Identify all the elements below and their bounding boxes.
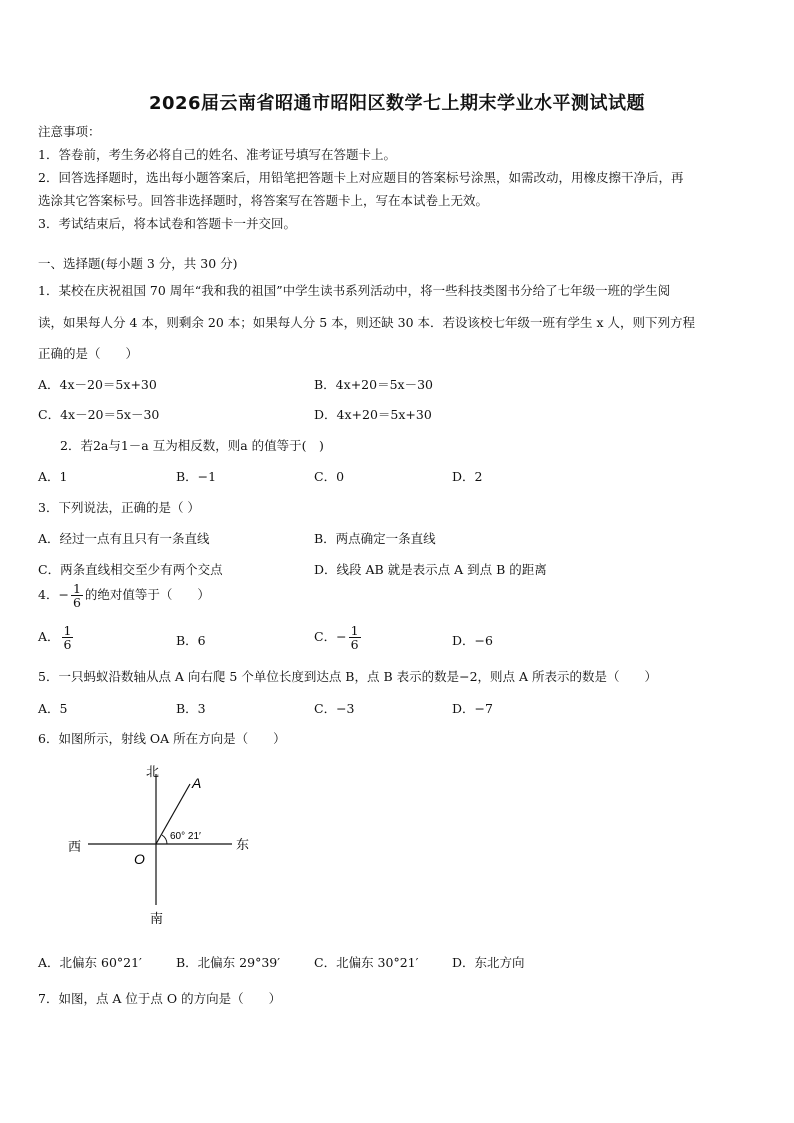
q5-stem: 5．一只蚂蚁沿数轴从点 A 向右爬 5 个单位长度到达点 B，点 B 表示的数是−2，则点 A 所表示的数是（ ）: [38, 669, 658, 684]
q2-option-c: C．0: [314, 469, 345, 484]
label-west: 西: [68, 840, 82, 855]
q4-fraction: [71, 582, 83, 609]
q1-option-d: D．4x+20＝5x+30: [314, 407, 432, 422]
q4-option-c-denominator: 6: [350, 637, 359, 653]
q1-stem-line2: 读，如果每人分 4 本，则剩余 20 本；如果每人分 5 本，则还缺 30 本．若设该校七年级一班有学生 x 人，则下列方程: [38, 315, 696, 330]
label-east: 东: [236, 838, 250, 853]
q1-option-c: C．4x－20＝5x－30: [38, 407, 160, 422]
q6-option-d: D．东北方向: [452, 955, 525, 970]
notice-item-1: 1．答卷前，考生务必将自己的姓名、准考证号填写在答题卡上。: [38, 147, 396, 162]
q4-option-a-denominator: 6: [63, 637, 72, 653]
q4-option-c-sign: −: [336, 629, 347, 645]
q1-option-b: B．4x+20＝5x－30: [314, 377, 433, 392]
q2-stem: 2．若2a与1－a 互为相反数，则a 的值等于( ): [60, 438, 324, 453]
q4-option-a-numerator: 1: [63, 623, 72, 638]
q4-stem-tail: 的绝对值等于（ ）: [84, 587, 210, 603]
q5-option-a: A．5: [38, 701, 68, 716]
q4-sign: −: [58, 587, 69, 603]
angle-label: 60° 21′: [170, 831, 201, 842]
q5-option-c: C．−3: [314, 701, 355, 716]
q6-option-a: A．北偏东 60°21′: [38, 955, 142, 970]
q4-option-c-label: C．: [314, 629, 337, 645]
q3-option-d: D．线段 AB 就是表示点 A 到点 B 的距离: [314, 562, 547, 577]
q4-fraction-numerator: 1: [72, 581, 81, 596]
q2-option-b: B．−1: [176, 469, 217, 484]
q3-option-c: C．两条直线相交至少有两个交点: [38, 562, 223, 577]
q4-option-b: B．6: [176, 633, 206, 648]
q6-option-b: B．北偏东 29°39′: [176, 955, 281, 970]
q2-option-d: D．2: [452, 469, 483, 484]
page-title: 2026届云南省昭通市昭阳区数学七上期末学业水平测试试题: [148, 93, 646, 114]
q7-stem: 7．如图，点 A 位于点 O 的方向是（ ）: [38, 991, 282, 1006]
q4-option-c: [314, 624, 363, 651]
q3-option-a: A．经过一点有且只有一条直线: [38, 531, 210, 546]
q4-stem: [38, 582, 210, 609]
label-origin: O: [134, 851, 145, 867]
label-south: 南: [150, 912, 164, 927]
q4-fraction-denominator: 6: [72, 595, 81, 611]
notice-heading: 注意事项：: [38, 124, 101, 139]
q1-stem-line1: 1．某校在庆祝祖国 70 周年“我和我的祖国”中学生读书系列活动中，将一些科技类图书分给了七年级一班的学生阅: [38, 283, 671, 298]
q2-option-a: A．1: [38, 469, 68, 484]
q5-option-d: D．−7: [452, 701, 493, 716]
q4-option-c-fraction: [349, 624, 361, 651]
q4-option-a: [38, 624, 75, 651]
notice-item-2: 2．回答选择题时，选出每小题答案后，用铅笔把答题卡上对应题目的答案标号涂黑，如需改动，用橡皮擦干净后，再: [38, 170, 684, 185]
q4-option-d: D．−6: [452, 633, 493, 648]
q3-stem: 3．下列说法，正确的是（ ）: [38, 500, 200, 515]
q4-option-a-fraction: [62, 624, 74, 651]
angle-arc: [162, 835, 167, 844]
label-point-a: A: [192, 775, 202, 791]
notice-item-3: 3．考试结束后，将本试卷和答题卡一并交回。: [38, 216, 296, 231]
q4-number: 4．: [38, 587, 59, 603]
label-north: 北: [146, 765, 160, 780]
q1-stem-line3: 正确的是（ ）: [38, 346, 139, 361]
q3-option-b: B．两点确定一条直线: [314, 531, 436, 546]
q4-option-a-label: A．: [38, 629, 60, 645]
q6-option-c: C．北偏东 30°21′: [314, 955, 419, 970]
q1-option-a: A．4x－20＝5x+30: [38, 377, 157, 392]
q6-stem: 6．如图所示，射线 OA 所在方向是（ ）: [38, 731, 286, 746]
notice-item-2-cont: 选涂其它答案标号。回答非选择题时，将答案写在答题卡上，写在本试卷上无效。: [38, 193, 489, 208]
section-heading: 一、选择题(每小题 3 分，共 30 分): [38, 256, 238, 271]
q5-option-b: B．3: [176, 701, 206, 716]
compass-figure: [60, 760, 270, 930]
q4-option-c-numerator: 1: [350, 623, 359, 638]
